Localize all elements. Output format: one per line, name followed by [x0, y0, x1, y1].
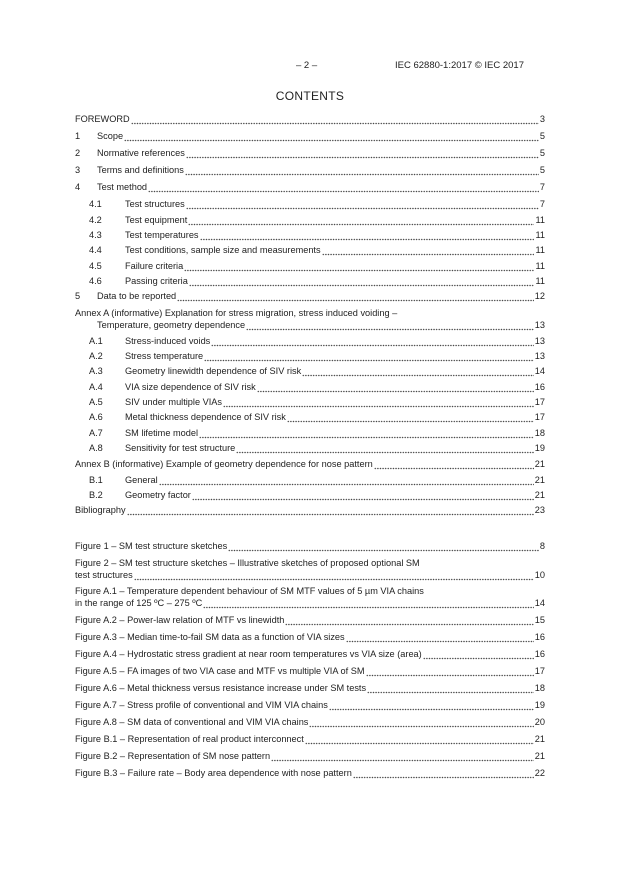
dot-leader	[346, 634, 534, 643]
entry-title: Data to be reported	[97, 291, 177, 301]
entry-number: A.1	[89, 336, 103, 346]
entry-title: Figure A.5 – FA images of two VIA case and MTF vs multiple VIA of SM	[75, 666, 365, 676]
entry-title: Stress-induced voids	[125, 336, 211, 346]
figure-entry-line[interactable]: Figure 2 – SM test structure sketches – Illustrative sketches of proposed optional SM	[75, 558, 420, 568]
entry-title: FOREWORD	[75, 114, 130, 124]
entry-title: Metal thickness dependence of SIV risk	[125, 412, 286, 422]
entry-title: SM lifetime model	[125, 428, 199, 438]
dot-leader	[309, 719, 533, 728]
entry-title: Scope	[97, 131, 124, 141]
dot-leader	[322, 247, 535, 256]
page-ref: 11	[535, 261, 545, 271]
dot-leader	[134, 572, 534, 581]
toc-entry[interactable]	[89, 396, 545, 408]
dot-leader	[159, 477, 534, 486]
dot-leader	[189, 278, 535, 287]
entry-title: Figure A.7 – Stress profile of conventional and VIM VIA chains	[75, 700, 328, 710]
page-ref: 3	[539, 114, 545, 124]
page-ref: 21	[534, 734, 545, 744]
dot-leader	[199, 430, 534, 439]
page-ref: 20	[534, 717, 545, 727]
toc-entry[interactable]	[89, 275, 545, 287]
figure-entry[interactable]	[75, 648, 545, 660]
toc-entry[interactable]	[75, 113, 545, 125]
page-ref: 5	[539, 148, 545, 158]
page-ref: 17	[534, 666, 545, 676]
entry-title: Stress temperature	[125, 351, 204, 361]
page-ref: 16	[534, 632, 545, 642]
page-ref: 7	[539, 199, 545, 209]
entry-title: Bibliography	[75, 505, 126, 515]
page-ref: 21	[534, 459, 545, 469]
toc-entry[interactable]	[75, 130, 545, 142]
entry-number: 4.1	[89, 199, 102, 209]
dot-leader	[124, 133, 539, 142]
page-ref: 21	[534, 490, 545, 500]
entry-title: Test temperatures	[125, 230, 199, 240]
dot-leader	[236, 445, 533, 454]
entry-number: 4.3	[89, 230, 102, 240]
entry-title: Test conditions, sample size and measurements	[125, 245, 321, 255]
toc-entry[interactable]	[89, 214, 545, 226]
figure-entry[interactable]	[75, 540, 545, 552]
entry-number: A.6	[89, 412, 103, 422]
entry-title: Figure A.2 – Power-law relation of MTF vs linewidth	[75, 615, 285, 625]
page-ref: 14	[534, 366, 545, 376]
entry-number: 4.6	[89, 276, 102, 286]
dot-leader	[184, 263, 534, 272]
page-ref: 21	[534, 751, 545, 761]
page-ref: 14	[534, 598, 545, 608]
annex-heading[interactable]: Annex A (informative) Explanation for stress migration, stress induced voiding –	[75, 308, 398, 318]
figure-entry[interactable]	[75, 716, 545, 728]
entry-number: 3	[75, 165, 81, 175]
entry-title: General	[125, 475, 158, 485]
entry-title: Figure A.6 – Metal thickness versus resistance increase under SM tests	[75, 683, 367, 693]
dot-leader	[127, 507, 534, 516]
page-ref: 5	[539, 131, 545, 141]
toc-entry[interactable]	[89, 260, 545, 272]
dot-leader	[302, 368, 534, 377]
dot-leader	[148, 184, 539, 193]
toc-entry[interactable]	[89, 244, 545, 256]
dot-leader	[192, 492, 534, 501]
figure-entry[interactable]	[75, 682, 545, 694]
figure-entry-line[interactable]: Figure A.1 – Temperature dependent behaviour of SM MTF values of 5 µm VIA chains	[75, 586, 424, 596]
toc-entry[interactable]	[89, 489, 545, 501]
page-ref: 17	[534, 412, 545, 422]
page-ref: 11	[535, 245, 545, 255]
page-ref: 11	[535, 215, 545, 225]
figure-entry[interactable]	[75, 569, 545, 581]
entry-title: Figure B.3 – Failure rate – Body area dependence with nose pattern	[75, 768, 352, 778]
page-ref: 10	[534, 570, 545, 580]
page-ref: 18	[534, 428, 545, 438]
document-id: IEC 62880-1:2017 © IEC 2017	[395, 60, 525, 71]
dot-leader	[131, 116, 539, 125]
toc-entry[interactable]	[89, 198, 545, 210]
entry-number: B.1	[89, 475, 103, 485]
page-ref: 19	[534, 443, 545, 453]
entry-title: Passing criteria	[125, 276, 188, 286]
entry-number: 4.5	[89, 261, 102, 271]
figure-entry[interactable]	[75, 614, 545, 626]
dot-leader	[246, 322, 534, 331]
toc-entry[interactable]	[89, 474, 545, 486]
entry-number: 4.4	[89, 245, 102, 255]
page-ref: 11	[535, 276, 545, 286]
entry-title: Normative references	[97, 148, 185, 158]
toc-entry[interactable]	[89, 427, 545, 439]
figure-entry[interactable]	[75, 733, 545, 745]
page-number: – 2 –	[296, 60, 318, 71]
entry-number: 4.2	[89, 215, 102, 225]
dot-leader	[228, 543, 539, 552]
toc-entry[interactable]	[75, 164, 545, 176]
toc-entry[interactable]	[89, 381, 545, 393]
entry-title: Geometry factor	[125, 490, 191, 500]
entry-number: A.2	[89, 351, 103, 361]
toc-entry[interactable]	[75, 290, 545, 302]
page-ref: 19	[534, 700, 545, 710]
figure-entry[interactable]	[75, 750, 545, 762]
page-ref: 21	[534, 475, 545, 485]
dot-leader	[329, 702, 534, 711]
entry-title: in the range of 125 ºC – 275 ºC	[75, 598, 203, 608]
page-ref: 22	[534, 768, 545, 778]
entry-title: Geometry linewidth dependence of SIV risk	[125, 366, 302, 376]
figure-entry[interactable]	[75, 597, 545, 609]
dot-leader	[186, 201, 539, 210]
toc-entry[interactable]	[75, 504, 545, 516]
entry-title: Figure B.1 – Representation of real product interconnect	[75, 734, 304, 744]
page-ref: 5	[539, 165, 545, 175]
dot-leader	[271, 753, 534, 762]
entry-title: SIV under multiple VIAs	[125, 397, 223, 407]
page-ref: 11	[535, 230, 545, 240]
entry-title: Figure A.4 – Hydrostatic stress gradient at near room temperatures vs VIA size (area)	[75, 649, 422, 659]
toc-entry[interactable]	[97, 319, 545, 331]
toc-entry[interactable]	[89, 365, 545, 377]
entry-number: B.2	[89, 490, 103, 500]
entry-title: test structures	[75, 570, 133, 580]
dot-leader	[287, 414, 534, 423]
entry-title: Terms and definitions	[97, 165, 184, 175]
dot-leader	[211, 338, 533, 347]
page-ref: 17	[534, 397, 545, 407]
dot-leader	[423, 651, 534, 660]
dot-leader	[177, 293, 534, 302]
entry-number: A.8	[89, 443, 103, 453]
page-ref: 12	[534, 291, 545, 301]
toc-entry[interactable]	[75, 458, 545, 470]
entry-title: Annex B (informative) Example of geometry dependence for nose pattern	[75, 459, 373, 469]
toc-entry[interactable]	[89, 350, 545, 362]
toc-entry[interactable]	[75, 147, 545, 159]
entry-title: Test equipment	[125, 215, 188, 225]
entry-title: Figure A.3 – Median time-to-fail SM data as a function of VIA sizes	[75, 632, 345, 642]
dot-leader	[353, 770, 534, 779]
dot-leader	[305, 736, 534, 745]
page-ref: 16	[534, 649, 545, 659]
page-ref: 13	[534, 351, 545, 361]
dot-leader	[200, 232, 535, 241]
page-ref: 13	[534, 336, 545, 346]
page-ref: 16	[534, 382, 545, 392]
dot-leader	[374, 461, 534, 470]
dot-leader	[366, 668, 534, 677]
entry-number: 1	[75, 131, 81, 141]
entry-number: 2	[75, 148, 81, 158]
page-ref: 18	[534, 683, 545, 693]
entry-number: A.7	[89, 428, 103, 438]
toc-entry[interactable]	[75, 181, 545, 193]
page-ref: 23	[534, 505, 545, 515]
dot-leader	[204, 353, 534, 362]
figure-entry[interactable]	[75, 631, 545, 643]
dot-leader	[185, 167, 539, 176]
entry-title: Figure A.8 – SM data of conventional and VIM VIA chains	[75, 717, 309, 727]
dot-leader	[223, 399, 534, 408]
entry-number: A.5	[89, 397, 103, 407]
dot-leader	[285, 617, 533, 626]
page-ref: 15	[534, 615, 545, 625]
figure-entry[interactable]	[75, 665, 545, 677]
entry-title: Figure B.2 – Representation of SM nose pattern	[75, 751, 271, 761]
entry-number: 5	[75, 291, 81, 301]
dot-leader	[188, 217, 534, 226]
toc-entry[interactable]	[89, 411, 545, 423]
page-ref: 13	[534, 320, 545, 330]
entry-title: VIA size dependence of SIV risk	[125, 382, 256, 392]
figure-entry[interactable]	[75, 699, 545, 711]
dot-leader	[257, 384, 534, 393]
toc-entry[interactable]	[89, 229, 545, 241]
entry-title: Test structures	[125, 199, 185, 209]
contents-title: CONTENTS	[275, 89, 345, 103]
dot-leader	[186, 150, 539, 159]
entry-number: 4	[75, 182, 81, 192]
entry-number: A.3	[89, 366, 103, 376]
entry-title: Sensitivity for test structure	[125, 443, 236, 453]
dot-leader	[367, 685, 534, 694]
entry-number: A.4	[89, 382, 103, 392]
entry-title: Temperature, geometry dependence	[97, 320, 246, 330]
figure-entry[interactable]	[75, 767, 545, 779]
page-ref: 7	[539, 182, 545, 192]
entry-title: Test method	[97, 182, 148, 192]
toc-entry[interactable]	[89, 335, 545, 347]
entry-title: Failure criteria	[125, 261, 184, 271]
page-ref: 8	[539, 541, 545, 551]
dot-leader	[203, 600, 534, 609]
toc-entry[interactable]	[89, 442, 545, 454]
entry-title: Figure 1 – SM test structure sketches	[75, 541, 228, 551]
